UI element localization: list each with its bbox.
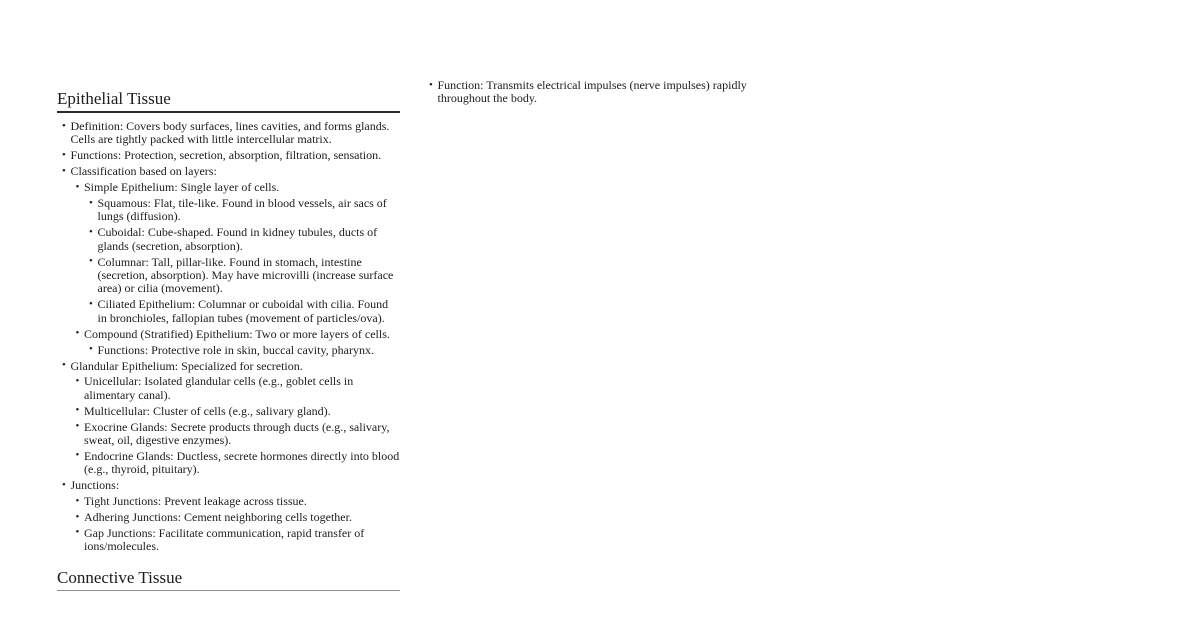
bullet-list (71, 495, 401, 554)
list-item-text: Multicellular: Cluster of cells (e.g., salivary gland). (84, 403, 331, 418)
bullet-list (57, 120, 400, 554)
list-item (84, 511, 400, 524)
list-item (71, 165, 401, 357)
list-item-text: Squamous: Flat, tile-like. Found in blood vessels, air sacs of lungs (diffusion). (97, 196, 387, 224)
bullet-list (424, 79, 767, 106)
list-item-text: Ciliated Epithelium: Columnar or cuboidal with cilia. Found in bronchioles, fallopian tubes (movement of particles/ova). (97, 297, 389, 325)
list-item (98, 298, 401, 325)
list-item-text: Columnar: Tall, pillar-like. Found in stomach, intestine (secretion, absorption). May have microvilli (increase surface area) or cilia (movement). (97, 254, 394, 296)
list-item-text: Definition: Covers body surfaces, lines cavities, and forms glands. Cells are tightly packed with little intercellular matrix. (70, 119, 390, 147)
list-item-text: Gap Junctions: Facilitate communication, rapid transfer of ions/molecules. (84, 525, 365, 554)
list-item-text: Functions: Protective role in skin, buccal cavity, pharynx. (97, 342, 374, 357)
list-item (71, 360, 401, 477)
list-item (84, 527, 400, 554)
list-item (98, 197, 401, 224)
list-item-text: Function: Transmits electrical impulses (nerve impulses) rapidly throughout the body. (437, 78, 747, 106)
overflow-column-list (424, 79, 767, 106)
bullet-list (71, 181, 401, 357)
list-item-text: Cuboidal: Cube-shaped. Found in kidney tubules, ducts of glands (secretion, absorption). (97, 225, 378, 253)
list-item (84, 421, 400, 448)
left-column (57, 75, 400, 598)
list-item (71, 479, 401, 554)
list-item-text: Adhering Junctions: Cement neighboring cells together. (84, 510, 352, 525)
list-item-text: Simple Epithelium: Single layer of cells. (84, 180, 280, 195)
list-item-text: Glandular Epithelium: Specialized for secretion. (70, 358, 303, 373)
list-item (71, 120, 401, 147)
list-item (84, 328, 400, 357)
list-item (438, 79, 768, 106)
list-item (71, 149, 401, 162)
bullet-list (84, 197, 400, 325)
list-item-text: Endocrine Glands: Ductless, secrete hormones directly into blood (e.g., thyroid, pituitary). (84, 448, 400, 477)
list-item-text: Functions: Protection, secretion, absorption, filtration, sensation. (70, 148, 382, 163)
list-item-text: Tight Junctions: Prevent leakage across tissue. (84, 494, 307, 509)
list-item (84, 450, 400, 477)
right-column (424, 79, 767, 108)
list-item (98, 256, 401, 296)
section-heading-connective-tissue: Connective Tissue (57, 568, 400, 591)
list-item-text: Exocrine Glands: Secrete products through ducts (e.g., salivary, sweat, oil, digestive enzymes). (84, 419, 390, 448)
list-item (98, 226, 401, 253)
bullet-list (84, 344, 400, 357)
list-item (98, 344, 401, 357)
list-item-text: Junctions: (70, 478, 120, 493)
section-heading-epithelial-tissue: Epithelial Tissue (57, 89, 400, 113)
list-item-text: Unicellular: Isolated glandular cells (e.g., goblet cells in alimentary canal). (84, 374, 354, 402)
list-item (84, 495, 400, 508)
epithelial-tissue-list (57, 120, 400, 554)
list-item (84, 181, 400, 325)
list-item-text: Compound (Stratified) Epithelium: Two or more layers of cells. (84, 326, 390, 341)
list-item-text: Classification based on layers: (70, 164, 217, 179)
bullet-list (71, 375, 401, 476)
list-item (84, 375, 400, 402)
list-item (84, 405, 400, 418)
